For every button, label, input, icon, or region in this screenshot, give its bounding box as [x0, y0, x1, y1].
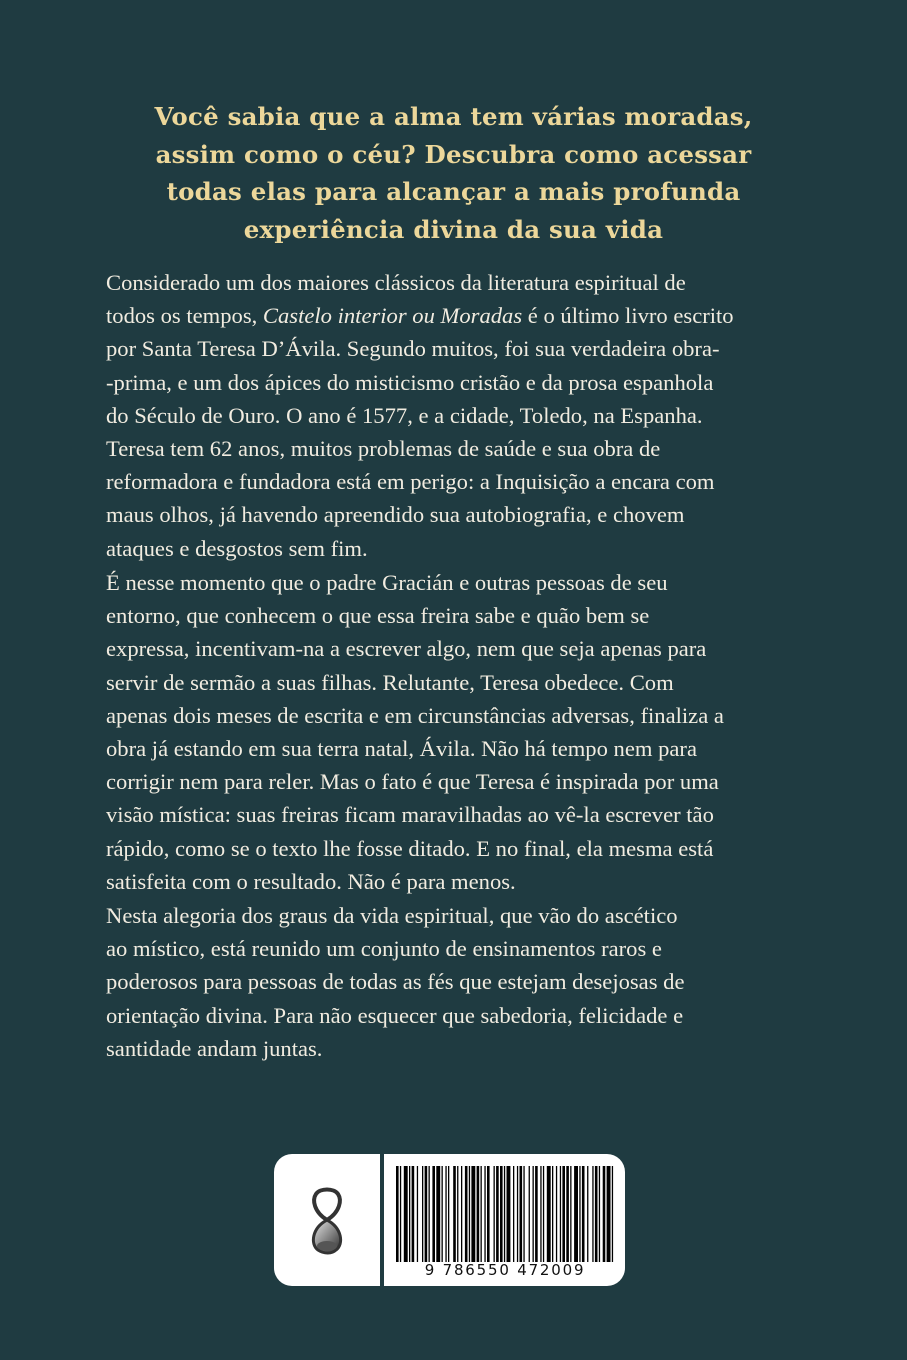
barcode-bar [520, 1166, 523, 1262]
text-line: satisfeita com o resultado. Não é para menos. [106, 868, 516, 894]
text-line: Teresa tem 62 anos, muitos problemas de saúde e sua obra de [106, 436, 661, 462]
barcode-bar [412, 1166, 415, 1262]
barcode-bar [453, 1166, 456, 1262]
barcode-bar [562, 1166, 565, 1262]
barcode-bar [574, 1166, 578, 1262]
synopsis-paragraph-1 [106, 266, 806, 565]
barcode-bar [500, 1166, 503, 1262]
barcode-bar [487, 1166, 490, 1262]
barcode-bar [429, 1166, 430, 1262]
barcode-bar [566, 1166, 569, 1262]
barcode-bar [432, 1166, 435, 1262]
barcode-bar [535, 1166, 538, 1262]
barcode-bar [513, 1166, 514, 1262]
text-line: por Santa Teresa D’Ávila. Segundo muitos, foi sua verdadeira obra- [106, 336, 720, 362]
book-title-italic: Castelo interior ou Moradas [262, 303, 523, 329]
text-line: obra já estando em sua terra natal, Ávila. Não há tempo nem para [106, 736, 697, 762]
headline-line: Você sabia que a alma tem várias moradas, [154, 102, 753, 131]
barcode-bar [425, 1166, 428, 1262]
text-line: reformadora e fundadora está em perigo: a Inquisição a encara com [106, 469, 715, 495]
barcode-bar [409, 1166, 410, 1262]
barcode-bar [396, 1166, 399, 1262]
text-line: ao místico, está reunido um conjunto de ensinamentos raros e [106, 936, 662, 962]
synopsis-paragraph-2 [106, 566, 806, 898]
barcode-bar [461, 1166, 462, 1262]
barcode-bar [507, 1166, 511, 1262]
headline-tagline [110, 98, 797, 248]
text-line: rápido, como se o texto lhe fosse ditado. E no final, ela mesma está [106, 835, 714, 861]
barcode-bar [556, 1166, 557, 1262]
barcode-bar [496, 1166, 499, 1262]
barcode-bar [592, 1166, 593, 1262]
barcode-bar [547, 1166, 551, 1262]
barcode-bar [457, 1166, 458, 1262]
barcode-bar [448, 1166, 449, 1262]
text-line: expressa, incentivam-na a escrever algo, nem que seja apenas para [106, 636, 707, 662]
text-line: apenas dois meses de escrita e em circunstâncias adversas, finaliza a [106, 702, 724, 728]
barcode-bar [445, 1166, 446, 1262]
text-line [106, 299, 806, 332]
barcode-bar [587, 1166, 588, 1262]
headline-line: experiência divina da sua vida [243, 214, 664, 244]
barcode-bar [422, 1166, 423, 1262]
barcode-bar [517, 1166, 518, 1262]
text-span: é o último livro escrito [522, 303, 734, 329]
barcode-bar [582, 1166, 585, 1262]
text-line: Nesta alegoria dos graus da vida espiritual, que vão do ascético [106, 903, 678, 928]
text-span: todos os tempos, [106, 303, 263, 329]
barcode-bar [552, 1166, 553, 1262]
panel-divider [380, 1154, 384, 1286]
barcode-bar [400, 1166, 401, 1262]
barcode-bar [599, 1166, 600, 1262]
barcode-bar [504, 1166, 505, 1262]
headline-line: todas elas para alcançar a mais profunda [166, 177, 741, 206]
barcode-bar [442, 1166, 443, 1262]
barcode-bar [477, 1166, 480, 1262]
text-line: orientação divina. Para não esquecer que sabedoria, felicidade e [106, 1002, 684, 1028]
barcode-bar [607, 1166, 611, 1262]
text-line: santidade andam juntas. [106, 1035, 323, 1061]
text-line: do Século de Ouro. O ano é 1577, e a cidade, Toledo, na Espanha. [106, 402, 703, 428]
text-line: corrigir nem para reler. Mas o fato é que Teresa é inspirada por uma [106, 769, 719, 795]
text-line: poderosos para pessoas de todas as fés que estejam desejosas de [106, 969, 685, 995]
barcode-bar [543, 1166, 544, 1262]
barcode-bar [484, 1166, 485, 1262]
text-line: É nesse momento que o padre Gracián e outras pessoas de seu [106, 570, 668, 595]
isbn-barcode-panel [274, 1154, 625, 1286]
barcode-bar [465, 1166, 468, 1262]
barcode-bar [560, 1166, 561, 1262]
barcode-bar [494, 1166, 495, 1262]
barcode-bar [417, 1166, 418, 1262]
text-line: -prima, e um dos ápices do misticismo cristão e da prosa espanhola [106, 369, 714, 395]
text-line: entorno, que conhecem o que essa freira sabe e quão bem se [106, 603, 650, 629]
text-line: Considerado um dos maiores clássicos da literatura espiritual de [106, 270, 686, 295]
barcode-bar [570, 1166, 571, 1262]
barcode-bar [404, 1166, 408, 1262]
text-line: ataques e desgostos sem fim. [106, 535, 368, 561]
barcode-bar [540, 1166, 541, 1262]
barcode-bar [469, 1166, 470, 1262]
isbn-number: 9 786550 472009 [424, 1261, 586, 1279]
publisher-logo [274, 1154, 380, 1286]
text-line: servir de sermão a suas filhas. Relutante, Teresa obedece. Com [106, 669, 674, 695]
barcode-bar [603, 1166, 606, 1262]
barcode-bar [595, 1166, 598, 1262]
barcode-bar [523, 1166, 524, 1262]
hourglass-infinity-logo-icon [274, 1154, 380, 1286]
barcode-bar [481, 1166, 482, 1262]
barcode-bar [533, 1166, 534, 1262]
headline-line: assim como o céu? Descubra como acessar [155, 139, 752, 169]
barcode-bar [579, 1166, 580, 1262]
barcode-bar [436, 1166, 440, 1262]
barcode-bar [612, 1166, 613, 1262]
barcode-bar [471, 1166, 475, 1262]
text-line: maus olhos, já havendo apreendido sua autobiografia, e chovem [106, 502, 685, 528]
text-line: visão mística: suas freiras ficam maravilhadas ao vê-la escrever tão [106, 802, 714, 828]
synopsis-paragraph-3 [106, 899, 806, 1065]
barcode-bar [529, 1166, 530, 1262]
barcode-bars [396, 1166, 614, 1262]
